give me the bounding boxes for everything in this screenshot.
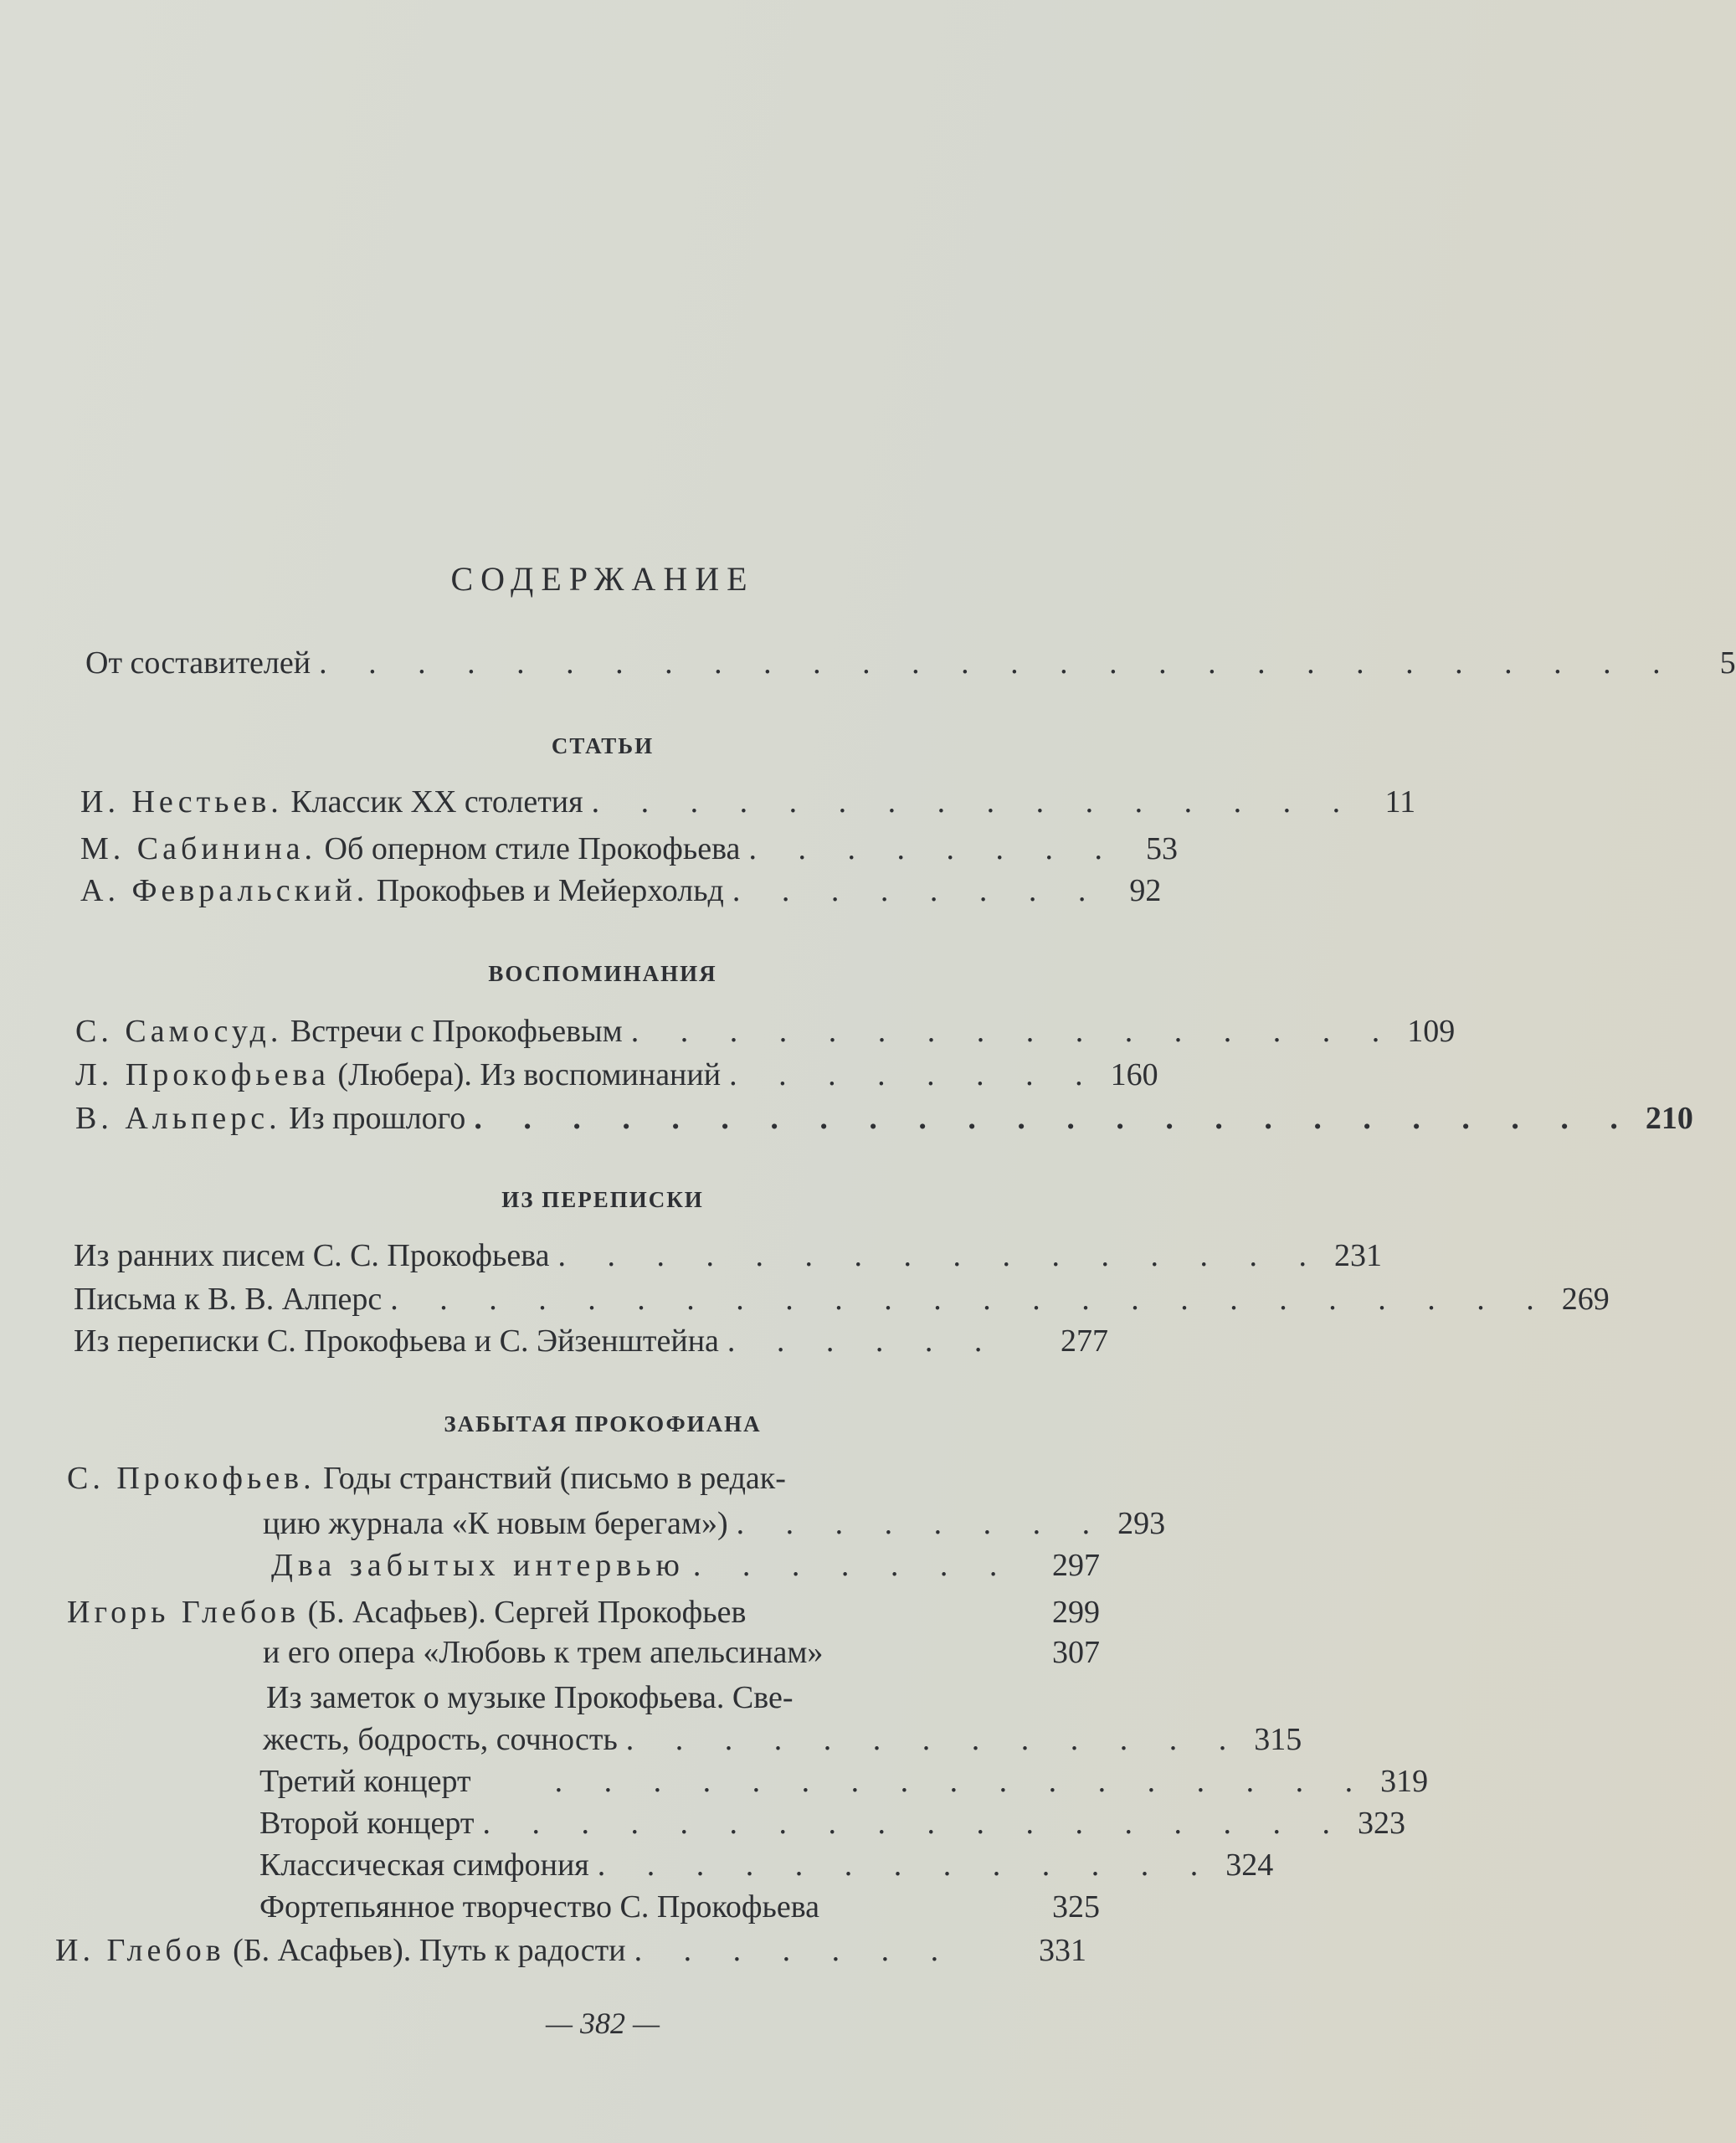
- leader-dots: . . . . . . .: [692, 1548, 1014, 1583]
- entry-title: Фортепьянное творчество С. Прокофьева: [259, 1889, 820, 1925]
- leader-dots: . . . . . . .: [634, 1933, 956, 1968]
- entry-page: 53: [1145, 831, 1178, 866]
- toc-entry: [259, 1803, 1405, 1843]
- entry-title: (Б. Асафьев). Путь к радости: [233, 1933, 626, 1968]
- entry-title: Классическая симфония: [259, 1848, 589, 1883]
- entry-title: (Любера). Из воспоминаний: [337, 1057, 722, 1092]
- section-heading-memoirs: ВОСПОМИНАНИЯ: [488, 961, 717, 986]
- entry-title: Об оперном стиле Прокофьева: [324, 831, 741, 866]
- entry-title: Из прошлого: [289, 1101, 466, 1136]
- entry-title: Два забытых интервью: [271, 1548, 685, 1583]
- entry-title: Третий концерт: [259, 1764, 471, 1799]
- leader-dots: . . . . . . . . . . . . . . . .: [557, 1238, 1324, 1273]
- toc-entry: [74, 1321, 1108, 1361]
- toc-entry: [80, 782, 1416, 822]
- leader-dots: . . . . . . . . . . . . .: [597, 1848, 1215, 1883]
- entry-page: 331: [1039, 1933, 1086, 1968]
- leader-dots: . . . . . . . .: [736, 1506, 1107, 1541]
- toc-entry: [55, 1930, 1086, 1971]
- leader-dots: . . . . . . . . . . . . . . . . . . . . . . . .: [390, 1282, 1551, 1317]
- entry-title: Прокофьев и Мейерхольд: [376, 873, 724, 908]
- toc-entry: [74, 1236, 1383, 1276]
- entry-page: 210: [1645, 1101, 1693, 1136]
- entry-author: Игорь Глебов: [67, 1595, 300, 1630]
- toc-entry: [75, 1098, 1693, 1138]
- leader-dots: . . . . . . . . . . . . . . . . .: [554, 1764, 1370, 1799]
- entry-author: С. Самосуд.: [75, 1014, 283, 1049]
- leader-dots: . . . . . . . . . . . . . . . . . . . . . . . .: [474, 1101, 1635, 1136]
- leader-dots: . . . . . . . . . . . . . . . . . .: [482, 1806, 1347, 1841]
- entry-title: цию журнала «К новым берегам»): [263, 1506, 728, 1541]
- entry-title: Годы странствий (письмо в редак-: [323, 1461, 786, 1496]
- entry-title: Встречи с Прокофьевым: [290, 1014, 623, 1049]
- toc-entry: [259, 1761, 1429, 1801]
- entry-author: И. Глебов: [55, 1933, 225, 1968]
- toc-entry: [263, 1503, 1166, 1544]
- toc-entry: [259, 1845, 1274, 1885]
- leader-dots: . . . . . . . .: [729, 1057, 1100, 1092]
- entry-page: 269: [1561, 1282, 1610, 1317]
- entry-author: А. Февральский.: [80, 873, 369, 908]
- entry-page: 277: [1061, 1323, 1108, 1359]
- entry-author: Л. Прокофьева: [75, 1057, 330, 1092]
- entry-title: Из переписки С. Прокофьева и С. Эйзенштейна: [74, 1323, 719, 1359]
- toc-entry: [259, 1887, 1100, 1927]
- entry-page: 299: [1052, 1595, 1100, 1630]
- entry-title: (Б. Асафьев). Сергей Прокофьев: [307, 1595, 747, 1630]
- page-number-footer: — 382 —: [545, 2007, 660, 2040]
- toc-entry: [75, 1011, 1456, 1051]
- entry-page: 297: [1052, 1548, 1100, 1583]
- leader-dots: . . . . . . . .: [748, 831, 1119, 866]
- entry-page: 109: [1407, 1014, 1456, 1049]
- entry-author: В. Альперс.: [75, 1101, 281, 1136]
- entry-title: жесть, бодрость, сочность: [263, 1722, 618, 1757]
- entry-page: 307: [1052, 1635, 1100, 1670]
- leader-dots: . . . . . . . .: [732, 873, 1103, 908]
- entry-page: 11: [1384, 784, 1416, 820]
- entry-title: Письма к В. В. Алперс: [74, 1282, 383, 1317]
- toc-entry: [75, 1055, 1158, 1095]
- toc-entry-line: Из заметок о музыке Прокофьева. Све-: [266, 1680, 794, 1715]
- page-title: СОДЕРЖАНИЕ: [450, 560, 755, 598]
- leader-dots: . . . . . . . . . . . . . . . .: [591, 784, 1358, 820]
- entry-page: 319: [1380, 1764, 1429, 1799]
- leader-dots: . . . . . .: [727, 1323, 999, 1359]
- toc-entry-line: [67, 1458, 786, 1498]
- entry-page: 315: [1254, 1722, 1302, 1757]
- toc-entry: [271, 1545, 1100, 1585]
- section-heading-articles: СТАТЬИ: [551, 733, 655, 758]
- entry-title: Классик XX столетия: [290, 784, 583, 820]
- entry-page: 324: [1225, 1848, 1274, 1883]
- toc-entry: [263, 1632, 1100, 1673]
- toc-entry: [263, 1719, 1302, 1760]
- entry-author: М. Сабинина.: [80, 831, 317, 866]
- entry-title: Из ранних писем С. С. Прокофьева: [74, 1238, 550, 1273]
- entry-title: От составителей: [85, 645, 311, 681]
- entry-page: 231: [1334, 1238, 1383, 1273]
- toc-entry-intro: [85, 643, 1736, 683]
- entry-page: 92: [1129, 873, 1162, 908]
- entry-page: 160: [1110, 1057, 1158, 1092]
- leader-dots: . . . . . . . . . . . . . . . . . . . . . . . . . . . .: [319, 645, 1677, 681]
- entry-page: 325: [1052, 1889, 1100, 1925]
- toc-entry: [80, 829, 1178, 869]
- toc-entry: [74, 1279, 1610, 1319]
- entry-page: 293: [1117, 1506, 1166, 1541]
- entry-page: 5: [1719, 645, 1736, 681]
- entry-author: С. Прокофьев.: [67, 1461, 316, 1496]
- entry-title: и его опера «Любовь к трем апельсинам»: [263, 1635, 824, 1670]
- leader-dots: . . . . . . . . . . . . .: [625, 1722, 1244, 1757]
- leader-dots: . . . . . . . . . . . . . . . .: [630, 1014, 1397, 1049]
- toc-entry: [67, 1592, 1100, 1632]
- entry-author: И. Нестьев.: [80, 784, 283, 820]
- toc-entry: [80, 871, 1162, 911]
- section-heading-letters: ИЗ ПЕРЕПИСКИ: [501, 1187, 704, 1212]
- section-heading-forgotten: ЗАБЫТАЯ ПРОКОФИАНА: [444, 1411, 762, 1436]
- entry-title: Второй концерт: [259, 1806, 475, 1841]
- entry-page: 323: [1357, 1806, 1405, 1841]
